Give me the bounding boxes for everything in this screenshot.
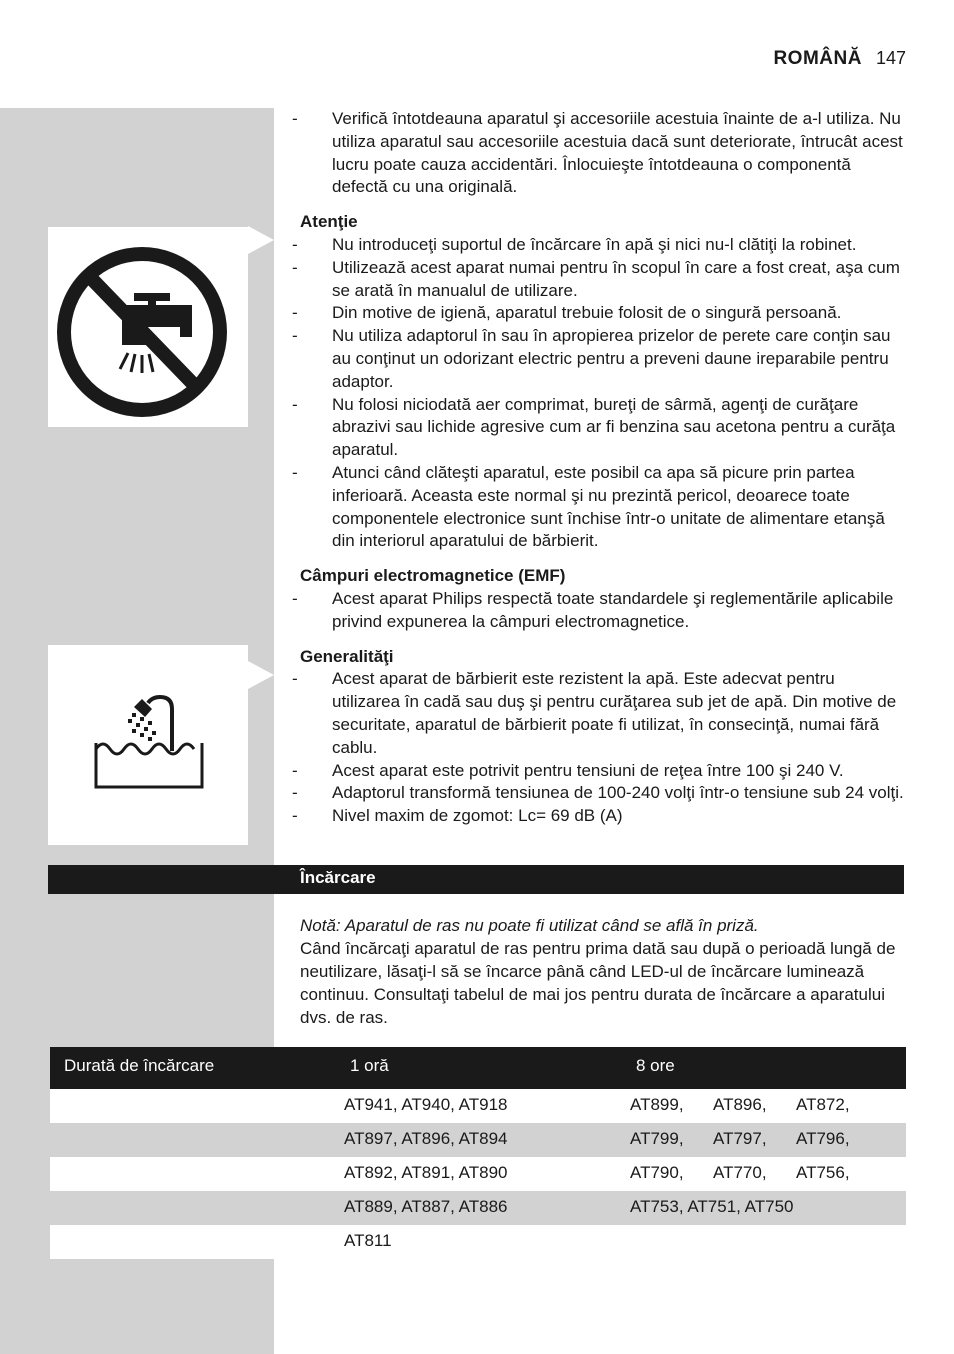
section-heading-atentie: Atenţie [300, 212, 358, 232]
list-item [292, 760, 904, 783]
table-cell: AT889, AT887, AT886 [344, 1197, 508, 1216]
list-item [292, 462, 904, 553]
table-cell: AT899, [630, 1095, 684, 1114]
table-row [50, 1157, 906, 1191]
list-item [292, 325, 904, 393]
icon-pointer [248, 226, 274, 254]
table-cell: AT790, [630, 1163, 684, 1182]
table-cell-empty [50, 1225, 276, 1259]
no-tap-rinse-icon [48, 227, 248, 427]
table-cell-empty [50, 1089, 276, 1123]
list-item [292, 394, 904, 462]
list-dash: - [292, 257, 298, 277]
page-number: 147 [875, 48, 906, 68]
list-item [292, 257, 904, 303]
no-rinse-warning-icon-box [48, 227, 248, 427]
list-item-text: Utilizează acest aparat numai pentru în scopul în care a fost creat, aşa cum se arată în manualul de utilizare. [332, 257, 900, 300]
table-header-row [50, 1047, 906, 1089]
list-item [292, 302, 904, 325]
section-title-charging: Încărcare [300, 868, 376, 887]
shower-bath-icon [48, 645, 248, 845]
list-item-text: Verifică întotdeauna aparatul şi accesoriile acestuia înainte de a-l utiliza. Nu utiliza aparatul sau accesoriile acestuia dacă sunt deteriorate, întrucât acest lucru poate cauza accidentări. Înlocuieşte întotdeauna o componentă defectă cu una originală. [332, 109, 903, 197]
list-item-text: Din motive de igienă, aparatul trebuie folosit de o singură persoană. [332, 303, 842, 323]
table-header-cell: 8 ore [636, 1056, 675, 1075]
table-cell: AT872, [796, 1095, 850, 1114]
charging-note [300, 914, 900, 1029]
table-cell: AT756, [796, 1163, 850, 1182]
section-bar-charging [48, 865, 904, 894]
table-cell: AT892, AT891, AT890 [344, 1163, 508, 1182]
list-dash: - [292, 669, 298, 689]
charging-time-table [50, 1047, 906, 1259]
table-cell: AT753, AT751, AT750 [630, 1197, 794, 1216]
list-dash: - [292, 326, 298, 346]
list-item-text: Atunci când clăteşti aparatul, este posibil ca apa să picure prin partea inferioară. Aceasta este normal şi nu prezintă pericol, deoarece toate componentele electronice sunt închise într-o unitate de alimentare etanşă din interiorul aparatului de bărbierit. [332, 462, 885, 551]
list-item [292, 668, 904, 759]
table-row [50, 1089, 906, 1123]
list-dash: - [292, 109, 298, 128]
list-item-text: Nu utiliza adaptorul în sau în apropierea prizelor de perete care conţin sau au conţinut un odorizant electric pentru a preveni daune ireparabile pentru adaptor. [332, 326, 891, 391]
list-item-text: Acest aparat este potrivit pentru tensiuni de reţea între 100 şi 240 V. [332, 760, 844, 780]
list-item [292, 782, 904, 805]
table-cell: AT797, [713, 1129, 767, 1148]
icon-pointer [248, 661, 274, 689]
table-cell: AT941, AT940, AT918 [344, 1095, 508, 1114]
list-dash: - [292, 394, 298, 414]
table-cell: AT796, [796, 1129, 850, 1148]
section-heading-general: Generalităţi [300, 646, 394, 666]
list-dash: - [292, 234, 298, 254]
list-item [292, 588, 904, 634]
list-item-text: Nu folosi niciodată aer comprimat, bureţi de sârmă, agenţi de curăţare abrazivi sau lichide agresive cum ar fi benzina sau acetona pentru a curăţa aparatul. [332, 394, 896, 460]
table-cell-empty [50, 1157, 276, 1191]
table-cell: AT811 [344, 1231, 392, 1250]
table-cell: AT770, [713, 1163, 767, 1182]
section-heading-emf: Câmpuri electromagnetice (EMF) [300, 566, 566, 586]
list-dash: - [292, 783, 298, 803]
water-resistant-icon-box [48, 645, 248, 845]
page-header [773, 48, 906, 70]
list-item-text: Adaptorul transformă tensiunea de 100-240 volţi într-o tensiune sub 24 volţi. [332, 783, 904, 803]
note-italic-text: Notă: Aparatul de ras nu poate fi utilizat când se află în priză. [300, 916, 759, 935]
list-item-text: Acest aparat de bărbierit este rezistent la apă. Este adecvat pentru utilizarea în cadă sau duş şi pentru curăţarea sub jet de apă. Din motive de securitate, aparatul de bărbierit poate fi utilizat, în consecinţă, numai fără cablu. [332, 669, 897, 757]
note-body-text: Când încărcaţi aparatul de ras pentru prima dată sau după o perioadă lungă de neutilizare, lăsaţi-l să se încarce până când LED-ul de încărcare luminează continuu. Consultaţi tabelul de mai jos pentru durata de încărcare a aparatului dvs. de ras. [300, 939, 896, 1027]
list-item-text: Nu introduceţi suportul de încărcare în apă şi nici nu-l clătiţi la robinet. [332, 234, 857, 254]
table-row [50, 1225, 906, 1259]
table-header-cell: 1 oră [350, 1056, 389, 1075]
language-title: ROMÂNĂ [773, 48, 862, 69]
list-dash: - [292, 303, 298, 323]
table-row [50, 1191, 906, 1225]
list-item-text: Acest aparat Philips respectă toate standardele şi reglementările aplicabile privind expunerea la câmpuri electromagnetice. [332, 588, 894, 631]
list-dash: - [292, 588, 298, 608]
table-cell: AT897, AT896, AT894 [344, 1129, 508, 1148]
table-row [50, 1123, 906, 1157]
list-item [292, 234, 904, 257]
table-cell: AT896, [713, 1095, 767, 1114]
list-item [292, 108, 904, 199]
list-item [292, 805, 904, 828]
table-header-cell: Durată de încărcare [64, 1056, 215, 1075]
list-dash: - [292, 760, 298, 780]
list-item-text: Nivel maxim de zgomot: Lc= 69 dB (A) [332, 806, 623, 826]
table-cell-empty [50, 1191, 276, 1225]
list-dash: - [292, 806, 298, 826]
list-dash: - [292, 462, 298, 482]
safety-content [292, 108, 904, 828]
table-cell: AT799, [630, 1129, 684, 1148]
table-cell-empty [50, 1123, 276, 1157]
